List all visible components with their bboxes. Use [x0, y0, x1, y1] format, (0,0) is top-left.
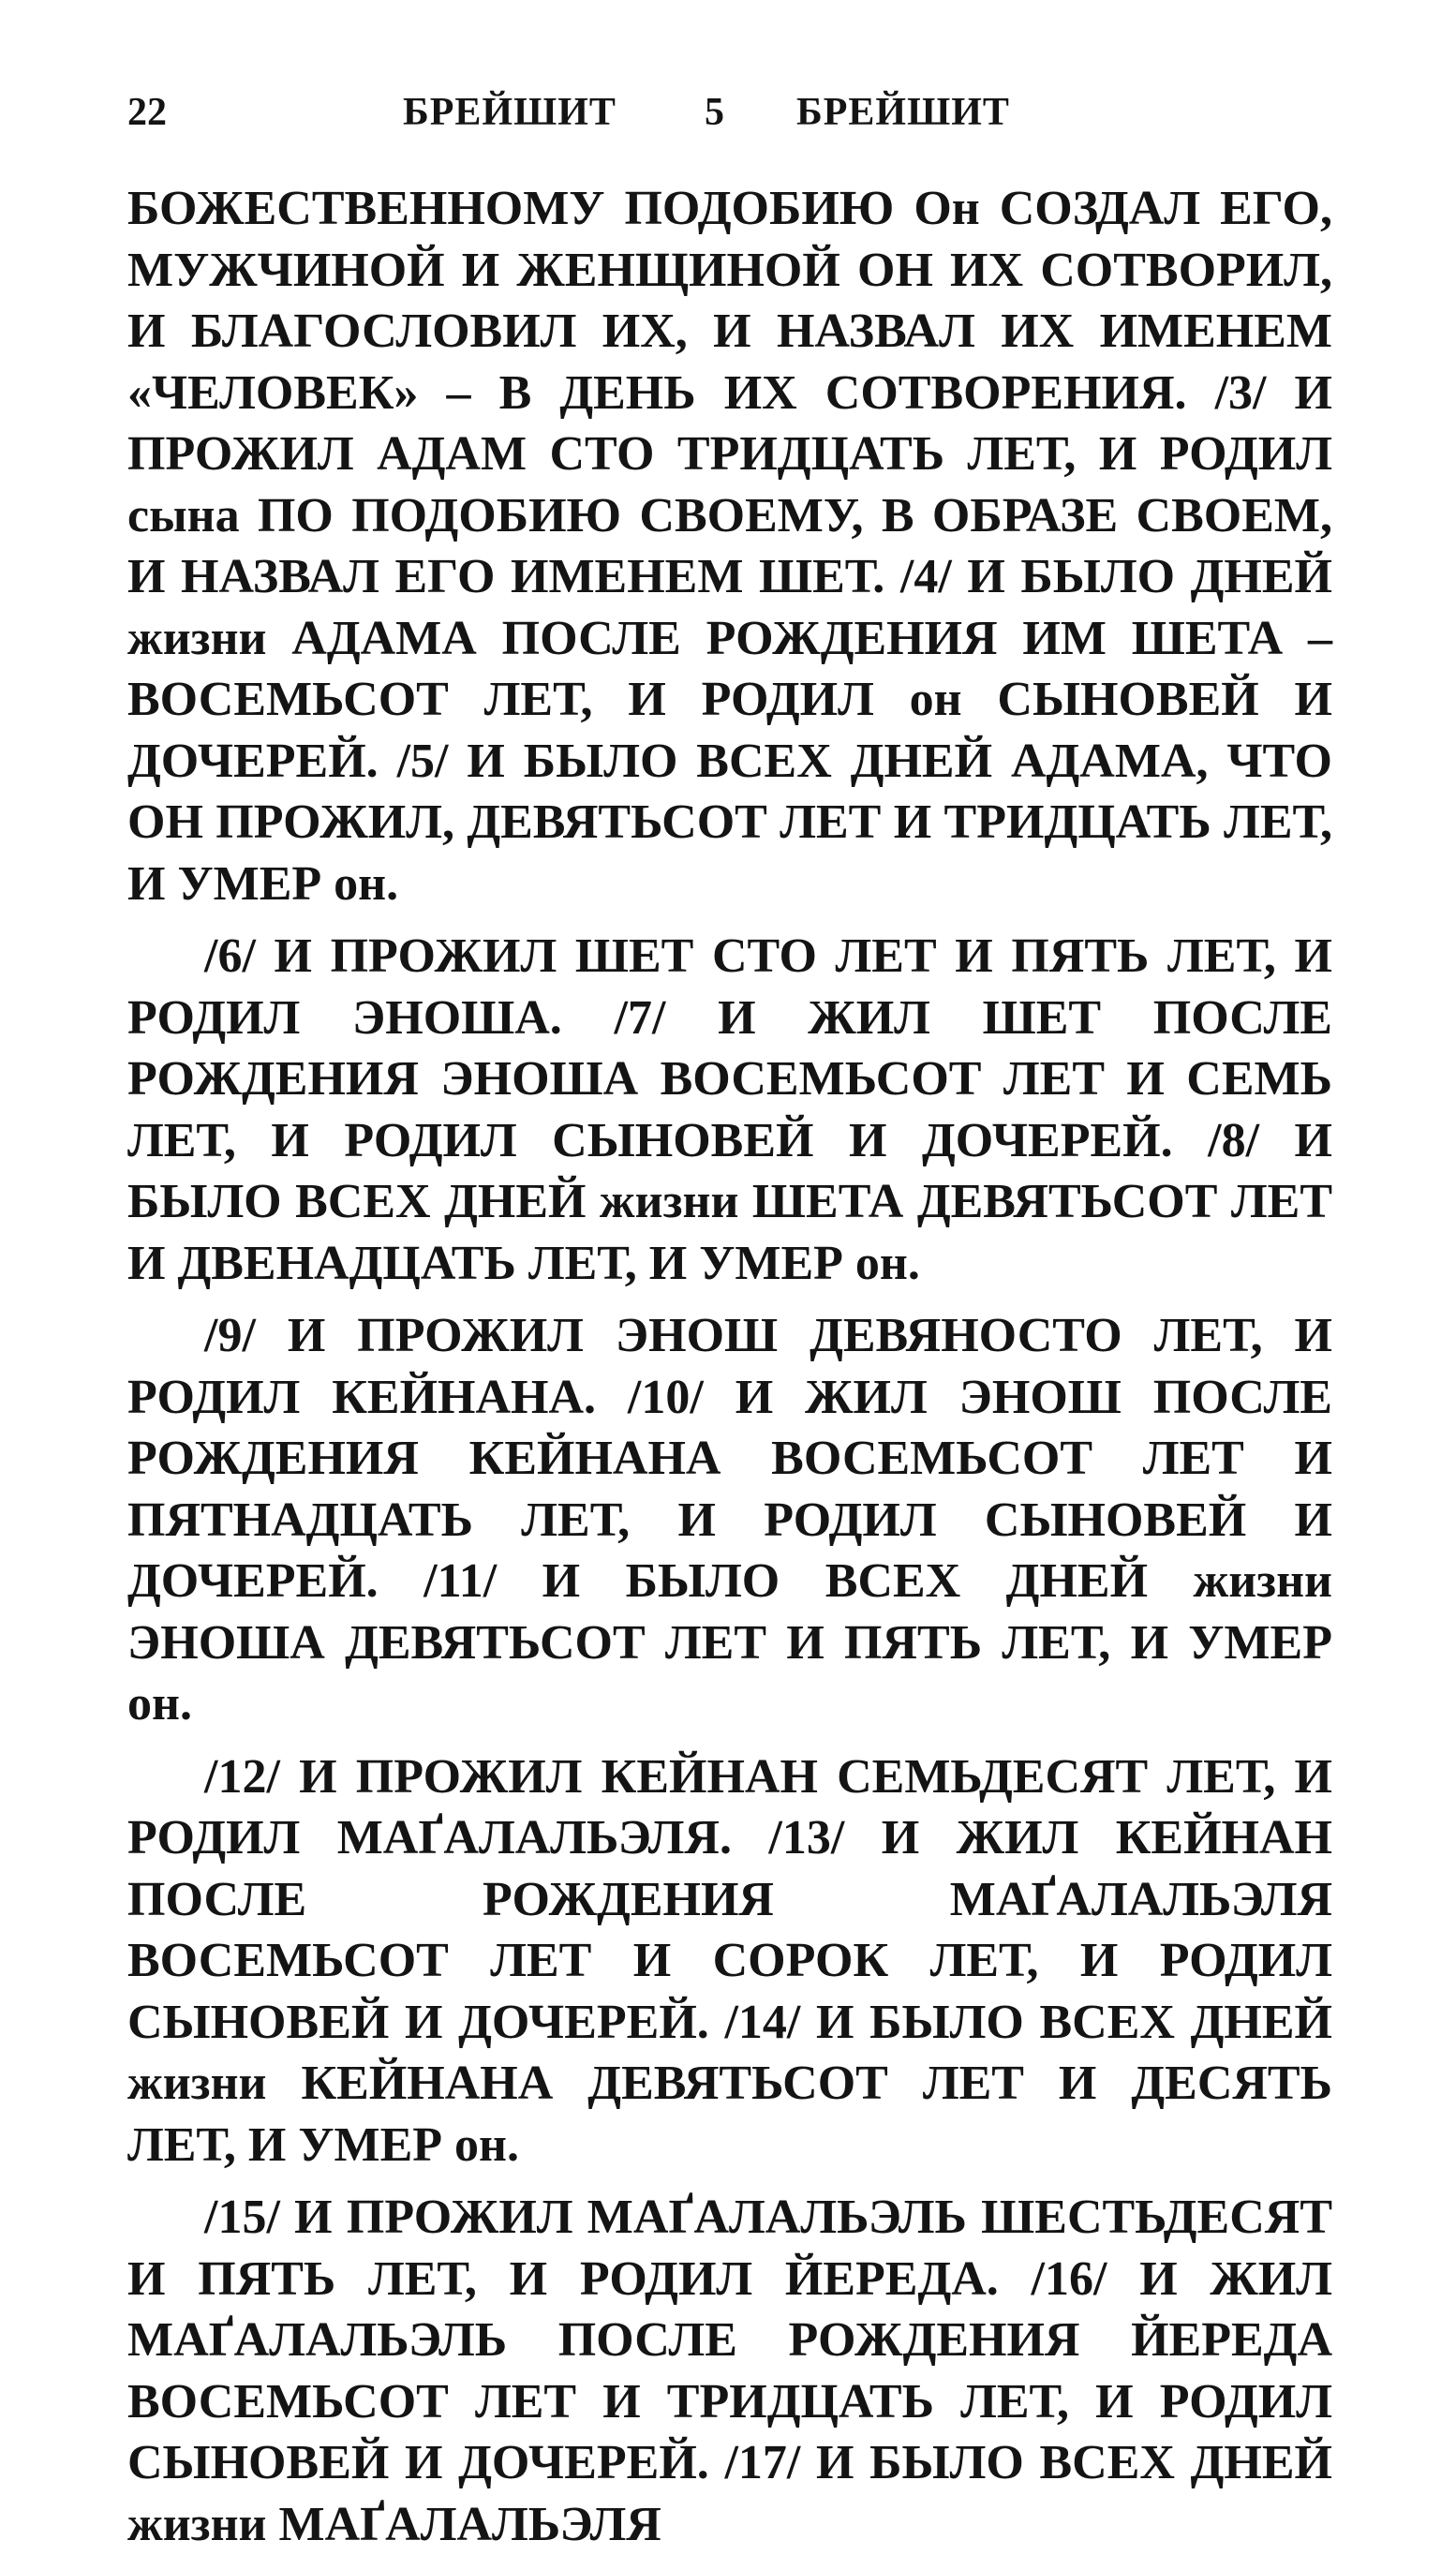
- paragraph-verses-6-8: /6/ И ПРОЖИЛ ШЕТ СТО ЛЕТ И ПЯТЬ ЛЕТ, И РОДИЛ ЭНОША. /7/ И ЖИЛ ШЕТ ПОСЛЕ РОЖДЕНИЯ ЭНОША ВОСЕМЬСОТ ЛЕТ И СЕМЬ ЛЕТ, И РОДИЛ СЫНОВЕЙ И ДОЧЕРЕЙ. /8/ И БЫЛО ВСЕХ ДНЕЙ жизни ШЕТА ДЕВЯТЬСОТ ЛЕТ И ДВЕНАДЦАТЬ ЛЕТ, И УМЕР он.: [127, 929, 1332, 1290]
- paragraph-verses-9-11: /9/ И ПРОЖИЛ ЭНОШ ДЕВЯНОСТО ЛЕТ, И РОДИЛ КЕЙНАНА. /10/ И ЖИЛ ЭНОШ ПОСЛЕ РОЖДЕНИЯ КЕЙНАНА ВОСЕМЬСОТ ЛЕТ И ПЯТНАДЦАТЬ ЛЕТ, И РОДИЛ СЫНОВЕЙ И ДОЧЕРЕЙ. /11/ И БЫЛО ВСЕХ ДНЕЙ жизни ЭНОША ДЕВЯТЬСОТ ЛЕТ И ПЯТЬ ЛЕТ, И УМЕР он.: [127, 1309, 1332, 1731]
- book-title-left: БРЕЙШИТ: [403, 91, 617, 134]
- paragraph-verses-12-14: /12/ И ПРОЖИЛ КЕЙНАН СЕМЬДЕСЯТ ЛЕТ, И РОДИЛ МАҐАЛАЛЬЭЛЯ. /13/ И ЖИЛ КЕЙНАН ПОСЛЕ РОЖДЕНИЯ МАҐАЛАЛЬЭЛЯ ВОСЕМЬСОТ ЛЕТ И СОРОК ЛЕТ, И РОДИЛ СЫНОВЕЙ И ДОЧЕРЕЙ. /14/ И БЫЛО ВСЕХ ДНЕЙ жизни КЕЙНАНА ДЕВЯТЬСОТ ЛЕТ И ДЕСЯТЬ ЛЕТ, И УМЕР он.: [127, 1749, 1332, 2172]
- paragraph-verses-15-17: /15/ И ПРОЖИЛ МАҐАЛАЛЬЭЛЬ ШЕСТЬДЕСЯТ И ПЯТЬ ЛЕТ, И РОДИЛ ЙЕРЕДА. /16/ И ЖИЛ МАҐАЛАЛЬЭЛЬ ПОСЛЕ РОЖДЕНИЯ ЙЕРЕДА ВОСЕМЬСОТ ЛЕТ И ТРИДЦАТЬ ЛЕТ, И РОДИЛ СЫНОВЕЙ И ДОЧЕРЕЙ. /17/ И БЫЛО ВСЕХ ДНЕЙ жизни МАҐАЛАЛЬЭЛЯ: [127, 2191, 1332, 2551]
- book-title-right: БРЕЙШИТ: [796, 91, 1010, 134]
- chapter-number: 5: [705, 91, 724, 134]
- running-header: [0, 84, 1456, 141]
- page-number: 22: [127, 91, 167, 134]
- paragraph-continued: БОЖЕСТВЕННОМУ ПОДОБИЮ Он СОЗДАЛ ЕГО, МУЖЧИНОЙ И ЖЕНЩИНОЙ ОН ИХ СОТВОРИЛ, И БЛАГОСЛОВИЛ ИХ, И НАЗВАЛ ИХ ИМЕНЕМ «ЧЕЛОВЕК» – В ДЕНЬ ИХ СОТВОРЕНИЯ. /3/ И ПРОЖИЛ АДАМ СТО ТРИДЦАТЬ ЛЕТ, И РОДИЛ сына ПО ПОДОБИЮ СВОЕМУ, В ОБРАЗЕ СВОЕМ, И НАЗВАЛ ЕГО ИМЕНЕМ ШЕТ. /4/ И БЫЛО ДНЕЙ жизни АДАМА ПОСЛЕ РОЖДЕНИЯ ИМ ШЕТА – ВОСЕМЬСОТ ЛЕТ, И РОДИЛ он СЫНОВЕЙ И ДОЧЕРЕЙ. /5/ И БЫЛО ВСЕХ ДНЕЙ АДАМА, ЧТО ОН ПРОЖИЛ, ДЕВЯТЬСОТ ЛЕТ И ТРИДЦАТЬ ЛЕТ, И УМЕР он.: [127, 182, 1332, 911]
- body-text: [127, 178, 1332, 2555]
